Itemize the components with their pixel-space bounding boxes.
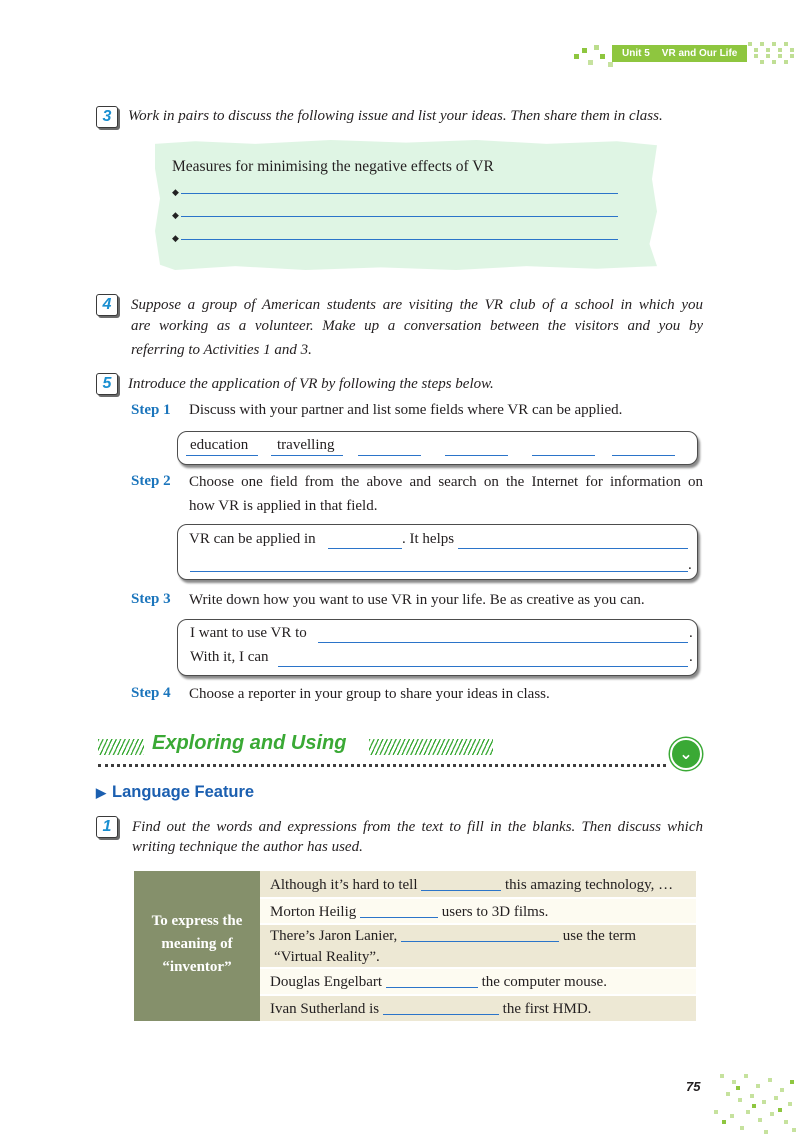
activity3-instruction: Work in pairs to discuss the following issue and list your ideas. Then share them in class. (128, 108, 663, 124)
use-vr-period: . (689, 625, 693, 641)
idea-line-1[interactable] (172, 187, 179, 198)
underline-travelling (271, 455, 343, 456)
unit-title: VR and Our Life (661, 48, 738, 59)
table-row-header (134, 871, 260, 1021)
row-header-line: To express the (151, 913, 243, 929)
step2-prompt-b: . It helps (402, 531, 455, 547)
field-blank-1[interactable] (358, 455, 421, 456)
row5-text-a: Ivan Sutherland is (270, 1001, 380, 1017)
table-row (260, 994, 696, 1023)
language-feature-label: Language Feature (112, 783, 255, 801)
step2-period: . (688, 557, 692, 573)
step2-text-line-1: Choose one field from the above and search on the Internet for information on (189, 474, 703, 490)
section-title: Exploring and Using (152, 732, 347, 754)
table-row-header-label (134, 910, 260, 979)
step4-label: Step 4 (131, 685, 171, 701)
table-row (260, 871, 696, 897)
row2-text-b: users to 3D films. (441, 904, 549, 920)
section-divider (98, 764, 666, 767)
activity4-line-1: Suppose a group of American students are visiting the VR club of a school in which you (131, 297, 703, 313)
table-row (260, 923, 696, 969)
row4-blank[interactable] (386, 973, 478, 988)
language-feature-heading (96, 783, 254, 802)
unit-number: Unit 5 (622, 48, 650, 59)
bullet-icon: ◆ (172, 233, 179, 243)
helps-blank[interactable] (458, 548, 688, 549)
unit-badge (612, 45, 747, 62)
row2-blank[interactable] (360, 903, 438, 918)
row2-text-a: Morton Heilig (270, 904, 357, 920)
row3-text-c: “Virtual Reality”. (274, 949, 380, 965)
row1-text-a: Although it’s hard to tell (270, 877, 418, 893)
row3-text-a: There’s Jaron Lanier, (270, 928, 398, 944)
chevron-down-icon[interactable]: ⌄ (670, 738, 702, 770)
lf1-line-1: Find out the words and expressions from the text to fill in the blanks. Then discuss which (132, 819, 703, 835)
activity4-line-2: are working as a volunteer. Make up a conversation between the visitors and you by (131, 318, 703, 334)
table-row (260, 897, 696, 923)
field-blank-2[interactable] (445, 455, 508, 456)
row4-text-a: Douglas Engelbart (270, 974, 383, 990)
step4-text: Choose a reporter in your group to share your ideas in class. (189, 686, 550, 702)
step2-prompt-a: VR can be applied in (189, 531, 316, 547)
activity5-instruction: Introduce the application of VR by following the steps below. (128, 376, 494, 392)
row-header-line: meaning of (161, 936, 233, 952)
activity-number-badge: 4 (96, 294, 118, 316)
bullet-icon: ◆ (172, 210, 179, 220)
inventor-expressions-table (134, 871, 696, 1021)
step2-second-line[interactable] (190, 571, 688, 572)
field-word-education: education (190, 437, 249, 453)
with-it-period: . (689, 649, 693, 665)
title-hatch-left (98, 739, 144, 755)
bullet-icon: ◆ (172, 187, 179, 197)
note-card-title: Measures for minimising the negative effects of VR (172, 158, 494, 175)
triangle-icon: ▶ (96, 785, 106, 800)
fields-box (177, 431, 698, 465)
page-number: 75 (686, 1079, 701, 1094)
step1-text: Discuss with your partner and list some fields where VR can be applied. (189, 402, 623, 418)
row3-blank[interactable] (401, 927, 559, 942)
activity-number-badge: 5 (96, 373, 118, 395)
field-blank-3[interactable] (532, 455, 595, 456)
footer-pixel-decoration (700, 1070, 800, 1138)
activity4-line-3: referring to Activities 1 and 3. (131, 342, 312, 358)
with-it-prompt: With it, I can (190, 649, 269, 665)
field-word-travelling: travelling (277, 437, 335, 453)
row5-text-b: the first HMD. (502, 1001, 592, 1017)
row-header-line: “inventor” (162, 959, 232, 975)
idea-line-2[interactable] (172, 210, 179, 221)
activity-number-badge: 1 (96, 816, 118, 838)
table-row (260, 967, 696, 994)
step2-label: Step 2 (131, 473, 171, 489)
field-blank-step2[interactable] (328, 548, 402, 549)
step2-text-line-2: how VR is applied in that field. (189, 498, 378, 514)
activity-number-badge: 3 (96, 106, 118, 128)
underline-education (186, 455, 258, 456)
use-vr-blank[interactable] (318, 642, 688, 643)
with-it-blank[interactable] (278, 666, 688, 667)
step3-text: Write down how you want to use VR in your life. Be as creative as you can. (189, 592, 645, 608)
idea-line-3[interactable] (172, 233, 179, 244)
step1-label: Step 1 (131, 402, 171, 418)
row3-text-b: use the term (562, 928, 637, 944)
row1-text-b: this amazing technology, … (505, 877, 674, 893)
step3-label: Step 3 (131, 591, 171, 607)
title-hatch-right (369, 739, 493, 755)
row4-text-b: the computer mouse. (481, 974, 607, 990)
row1-blank[interactable] (421, 876, 501, 891)
use-vr-prompt: I want to use VR to (190, 625, 307, 641)
field-blank-4[interactable] (612, 455, 675, 456)
lf1-line-2: writing technique the author has used. (132, 839, 363, 855)
row5-blank[interactable] (383, 1000, 499, 1015)
